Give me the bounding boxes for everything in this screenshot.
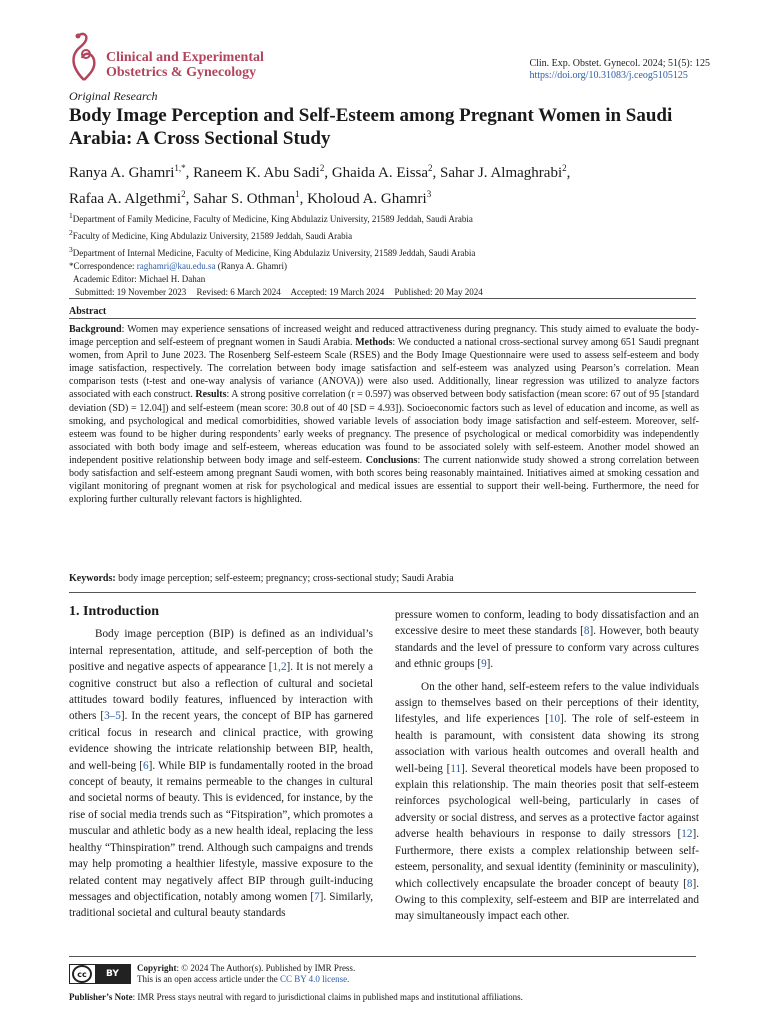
intro-paragraph-1-continued: pressure women to conform, leading to body dissatisfaction and an excessive desire to meet these standards [8]. However, both beauty standards and the level of pressure to conform vary across cultures and ethnic groups [9]. (395, 609, 699, 671)
article-meta (69, 209, 709, 299)
license-link[interactable]: CC BY 4.0 license. (279, 974, 350, 984)
doi-link[interactable]: https://doi.org/10.31083/j.ceog5105125 (529, 70, 688, 81)
section-heading: 1. Introduction (69, 604, 159, 619)
author: Sahar J. Almaghrabi (440, 165, 563, 181)
author-sup: 2 (319, 163, 325, 173)
author: Ghaida A. Eissa (331, 165, 429, 181)
journal-logo (66, 30, 296, 85)
footer-divider (69, 956, 696, 957)
journal-name (106, 50, 264, 80)
author-sup: 2 (181, 189, 186, 199)
reference-link[interactable]: 3–5 (104, 710, 121, 723)
author-sup: 2 (562, 163, 567, 173)
divider (69, 318, 696, 319)
journal-name-line2: Obstetrics & Gynecology (106, 65, 257, 80)
author: Sahar S. Othman (193, 191, 296, 207)
body-column-left (69, 604, 373, 922)
author-sup: 1 (295, 189, 300, 199)
intro-paragraph-2: On the other hand, self-esteem refers to the value individuals assign to themselves based on their perceptions of their identity, lifestyles, and life experiences [10]. The role of self-esteem in health is paramount, with consistent data showing its strong association with various health outcomes and overall health and well-being [11]. Several theoretical models have been proposed to explain this relationship. The main theories posit that self-esteem reinforces psychological well-being, particularly in cases of adversity or social distress, and serves as a protective factor against adverse health behaviours in response to daily stressors [12]. Furthermore, there exists a complex relationship between self-esteem, personality, and sexual identity (femininity or masculinity), which collectively encapsulate the broader concept of beauty [8]. Owing to this complexity, self-esteem and BIP are interrelated and may simultaneously impact each other. (395, 680, 700, 923)
author: Rafaa A. Algethmi (69, 191, 182, 207)
author-sup: 3 (426, 189, 432, 199)
abstract-heading: Abstract (69, 306, 107, 317)
reference-link[interactable]: 8 (583, 625, 590, 638)
reference-link[interactable]: 10 (548, 713, 561, 726)
divider (69, 298, 696, 299)
journal-name-line1: Clinical and Experimental (106, 50, 264, 65)
author: Ranya A. Ghamri (69, 165, 175, 181)
author: Kholoud A. Ghamri (307, 191, 427, 207)
reference-link[interactable]: 12 (681, 828, 693, 841)
reference-link[interactable]: 7 (314, 890, 320, 903)
journal-emblem-icon (66, 30, 102, 82)
author-sup: 2 (428, 163, 433, 173)
divider (69, 592, 696, 593)
by-icon: BY (95, 965, 130, 983)
author-sup: 1,* (174, 163, 186, 173)
reference-link[interactable]: 9 (481, 658, 487, 671)
abstract-body: Background: Women may experience sensations of increased weight and reduced attractiveness during pregnancy. This study aimed to evaluate the body-image perception and self-esteem of pregnant women in Saudi Arabia. Methods: We conducted a national cross-sectional survey among 651 Saudi pregnant women, from April to June 2023. The Rosenberg Self-esteem Scale (RSES) and the Body Image Questionnaire were used to assess self-esteem and body image satisfaction, respectively. The correlation between body image satisfaction and self-esteem was analyzed using Pearson’s correlation. Mean comparison tests (t-test and one-way analysis of variance (ANOVA)) were also used. Additionally, linear regression was utilized to analyze factors associated with each construct. Results: A strong positive correlation (r = 0.597) was observed between body satisfaction (mean score: 67 out of 95 [standard deviation (SD) = 12.04]) and self-esteem (mean score: 30.8 out of 40 [SD = 4.93]). Socioeconomic factors such as level of education and income, as well as smoking, and psychological and medical comorbidities, showed variable levels of association body image satisfaction and self-esteem. Moreover, self-esteem was found to be higher during respondents’ early weeks of pregnancy. The presence of psychological or medical comorbidity was independently associated with both body image and self-esteem, whereas education was found to be associated solely with self-esteem. Another model showed an independent positive relationship between body image and self-esteem. Conclusions: The current nationwide study showed a strong correlation between body satisfaction and self-esteem among pregnant Saudi women, with both scores being reasonably maintained. Initiatives aimed at smoking cessation and vigilant monitoring of pregnant women at risk for psychological and medical issues are essential to support their well-being. Furthermore, the need for exploring further culturally relevant factors is highlighted. (69, 324, 700, 506)
citation-line: Clin. Exp. Obstet. Gynecol. 2024; 51(5): 125 (529, 58, 710, 69)
academic-editor: Academic Editor: Michael H. Dahan (73, 274, 206, 284)
author: Raneem K. Abu Sadi (193, 165, 320, 181)
author-list: Ranya A. Ghamri$^{1,*}$, Raneem K. Abu Sadi$^2$, Ghaida A. Eissa$^2$, Sahar J. Almaghrabi$^2$, Rafaa A. Algethmi$^2$, Sahar S. Othman$^1$, Kholoud A. Ghamri$^3$ (69, 163, 571, 207)
reference-link[interactable]: 6 (143, 759, 149, 772)
affiliation: $^3$Department of Internal Medicine, Faculty of Medicine, King Abdulaziz University, 21589 Jeddah, Saudi Arabia (69, 245, 476, 258)
cc-icon: cc (72, 965, 92, 983)
affiliation: $^1$Department of Family Medicine, Faculty of Medicine, King Abdulaziz University, 21589 Jeddah, Saudi Arabia (69, 211, 473, 224)
publisher-note: Publisher’s Note: IMR Press stays neutral with regard to jurisdictional claims in published maps and institutional affiliations. (69, 992, 523, 1002)
citation-block (529, 58, 710, 82)
cc-by-license-icon (69, 964, 131, 984)
body-column-right (395, 607, 699, 925)
article-type: Original Research (69, 89, 158, 103)
correspondence: *Correspondence: raghamri@kau.edu.sa (Ranya A. Ghamri) (69, 261, 287, 271)
intro-paragraph-1: Body image perception (BIP) is defined as an individual’s internal representation, attitude, and self-perception of both the positive and negative aspects of appearance [1,2]. It is not merely a cognitive construct but also a reflection of cultural and societal attitudes toward bodily features, influenced by interaction with others [3–5]. In the recent years, the concept of BIP has garnered critical focus in research and clinical practice, with growing evidence showing the intricate relationship between BIP, health, and well-being [6]. While BIP is fundamentally rooted in the broad concept of beauty, it remains permeable to the changes in cultural and societal norms of beauty. This is evidenced, for instance, by the rise of social media trends such as “Fitspiration”, which promotes a muscular and athletic body as a new health ideal, replacing the less healthy “Thinspiration” trend. Although such campaigns and trends may help promoting a healthier lifestyle, massive exposure to the related content may negatively affect BIP through guilt-inducing messages and objectification, notably among women [7]. Similarly, traditional societal and cultural beauty standards (69, 628, 374, 920)
email-link[interactable]: raghamri@kau.edu.sa (136, 261, 216, 271)
copyright-notice: Copyright: © 2024 The Author(s). Published by IMR Press. This is an open access article under the CC BY 4.0 license. (137, 963, 356, 984)
article-dates: Submitted: 19 November 2023 Revised: 6 March 2024 Accepted: 19 March 2024 Published: 20 May 2024 (75, 287, 483, 297)
keywords: Keywords: body image perception; self-esteem; pregnancy; cross-sectional study; Saudi Arabia (69, 573, 454, 584)
reference-link[interactable]: 8 (686, 877, 693, 890)
reference-link[interactable]: 11 (450, 762, 462, 775)
article-title: Body Image Perception and Self-Esteem among Pregnant Women in Saudi Arabia: A Cross Sectional Study (69, 105, 673, 149)
affiliation: $^2$Faculty of Medicine, King Abdulaziz University, 21589 Jeddah, Saudi Arabia (69, 228, 353, 241)
reference-link[interactable]: 1,2 (272, 661, 287, 674)
